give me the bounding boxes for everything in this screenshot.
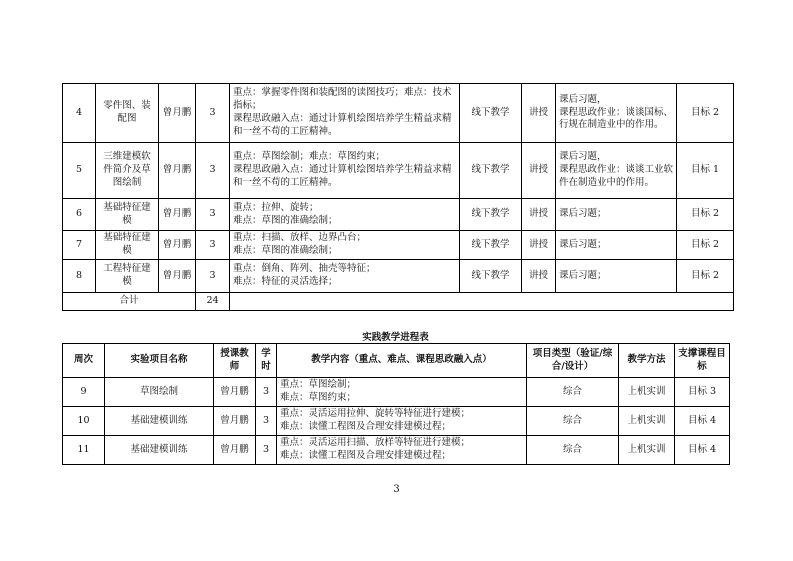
teacher-cell: 曾月鹏 — [159, 199, 196, 231]
homework-cell — [556, 260, 677, 293]
content-cell-line: 重点：拉伸、旋转； — [233, 201, 319, 213]
hours-cell: 3 — [196, 143, 230, 199]
week-cell: 5 — [63, 143, 96, 199]
mode-cell: 线下教学 — [460, 84, 522, 143]
table-row — [63, 199, 734, 231]
course-name-cell: 三维建模软件简介及草图绘制 — [96, 143, 159, 199]
goal-cell: 目标 2 — [677, 199, 734, 231]
homework-cell-line: 课程思政作业：谈谈国标、行规在制造业中的作用。 — [559, 106, 674, 131]
total-row — [63, 293, 734, 311]
teacher-cell: 曾月鹏 — [214, 378, 256, 407]
week-cell: 10 — [63, 407, 105, 436]
mode-cell: 线下教学 — [460, 199, 522, 231]
content-cell — [277, 378, 527, 407]
practice-table-title: 实践教学进程表 — [362, 332, 429, 343]
project-name-cell: 基础建模训练 — [105, 407, 214, 436]
method-cell: 上机实训 — [619, 407, 675, 436]
goal-cell: 目标 4 — [675, 436, 730, 465]
content-cell — [230, 84, 460, 143]
table-row — [63, 436, 730, 465]
content-cell — [230, 199, 460, 231]
goal-cell: 目标 2 — [677, 231, 734, 260]
content-cell — [230, 231, 460, 260]
hours-cell: 3 — [256, 407, 277, 436]
header-project-name: 实验项目名称 — [105, 344, 214, 378]
teacher-cell: 曾月鹏 — [159, 143, 196, 199]
content-cell-line: 课程思政融入点：通过计算机绘图培养学生精益求精和一丝不苟的工匠精神。 — [233, 113, 452, 137]
project-name-cell: 基础建模训练 — [105, 436, 214, 465]
teacher-cell: 曾月鹏 — [159, 231, 196, 260]
header-goal: 支撑课程目标 — [675, 344, 730, 378]
header-week: 周次 — [63, 344, 105, 378]
mode-cell: 线下教学 — [460, 260, 522, 293]
content-cell-line: 难点：草图的准确绘制； — [233, 245, 338, 256]
content-cell — [277, 407, 527, 436]
course-name-cell: 基础特征建模 — [96, 199, 159, 231]
week-cell: 7 — [63, 231, 96, 260]
header-hours: 学时 — [256, 344, 277, 378]
table-row — [63, 143, 734, 199]
table-row — [63, 84, 734, 143]
practice-header-row — [63, 344, 730, 378]
goal-cell: 目标 2 — [677, 84, 734, 143]
course-name-cell: 工程特征建模 — [96, 260, 159, 293]
content-cell — [277, 436, 527, 465]
content-cell-line: 重点：灵活运用拉伸、旋转等特征进行建模； — [280, 408, 471, 420]
homework-cell — [556, 84, 677, 143]
homework-cell-line: 课后习题； — [559, 238, 607, 250]
table-row — [63, 378, 730, 407]
method-cell: 讲授 — [522, 143, 556, 199]
content-cell — [230, 260, 460, 293]
content-cell-line: 难点：读懂工程图及合理安排建模过程； — [280, 421, 452, 432]
content-cell-line: 重点：草图绘制； — [280, 379, 357, 391]
homework-cell-line: 课程思政作业：谈谈工业软件在制造业中的作用。 — [559, 164, 674, 188]
homework-cell — [556, 143, 677, 199]
content-cell-line: 难点：特征的灵活选择； — [233, 276, 338, 287]
content-cell-line: 重点：灵活运用扫描、放样等特征进行建模； — [280, 437, 471, 449]
mode-cell: 线下教学 — [460, 231, 522, 260]
method-cell: 讲授 — [522, 260, 556, 293]
practice-schedule-table — [62, 343, 730, 465]
content-cell — [230, 143, 460, 199]
content-cell-line: 重点：倒角、阵列、抽壳等特征； — [233, 263, 376, 275]
homework-cell — [556, 199, 677, 231]
type-cell: 综合 — [527, 378, 619, 407]
mode-cell: 线下教学 — [460, 143, 522, 199]
type-cell: 综合 — [527, 407, 619, 436]
content-cell-line: 重点：掌握零件图和装配图的读图技巧；难点：技术指标； — [233, 87, 452, 112]
total-label: 合计 — [63, 293, 196, 311]
table-row — [63, 231, 734, 260]
homework-cell-line: 课后习题； — [559, 208, 607, 220]
method-cell: 讲授 — [522, 84, 556, 143]
page-number: 3 — [393, 484, 400, 495]
homework-cell-line: 课后习题， — [559, 151, 607, 163]
method-cell: 讲授 — [522, 231, 556, 260]
hours-cell: 3 — [196, 260, 230, 293]
type-cell: 综合 — [527, 436, 619, 465]
goal-cell: 目标 3 — [675, 378, 730, 407]
week-cell: 8 — [63, 260, 96, 293]
goal-cell: 目标 4 — [675, 407, 730, 436]
teacher-cell: 曾月鹏 — [214, 407, 256, 436]
method-cell: 上机实训 — [619, 378, 675, 407]
content-cell-line: 重点：草图绘制；难点：草图约束； — [233, 151, 386, 163]
method-cell: 上机实训 — [619, 436, 675, 465]
hours-cell: 3 — [196, 84, 230, 143]
content-cell-line: 课程思政融入点：通过计算机绘图培养学生精益求精和一丝不苟的工匠精神。 — [233, 164, 452, 188]
course-name-cell: 基础特征建模 — [96, 231, 159, 260]
table-row — [63, 260, 734, 293]
teacher-cell: 曾月鹏 — [214, 436, 256, 465]
homework-cell-line: 课后习题， — [559, 93, 607, 105]
content-cell-line: 难点：草图的准确绘制； — [233, 214, 338, 226]
hours-cell: 3 — [256, 436, 277, 465]
week-cell: 4 — [63, 84, 96, 143]
week-cell: 9 — [63, 378, 105, 407]
course-name-cell: 零件图、装配图 — [96, 84, 159, 143]
header-content: 教学内容（重点、难点、课程思政融入点） — [277, 344, 527, 378]
goal-cell: 目标 1 — [677, 143, 734, 199]
goal-cell: 目标 2 — [677, 260, 734, 293]
theory-schedule-table — [62, 83, 734, 311]
homework-cell — [556, 231, 677, 260]
header-teacher: 授课教师 — [214, 344, 256, 378]
content-cell-line: 重点：扫描、放样、边界凸台； — [233, 232, 367, 244]
project-name-cell: 草图绘制 — [105, 378, 214, 407]
teacher-cell: 曾月鹏 — [159, 260, 196, 293]
header-method: 教学方法 — [619, 344, 675, 378]
total-hours: 24 — [196, 293, 230, 311]
week-cell: 11 — [63, 436, 105, 465]
hours-cell: 3 — [196, 231, 230, 260]
hours-cell: 3 — [256, 378, 277, 407]
header-type: 项目类型（验证/综合/设计） — [527, 344, 619, 378]
homework-cell-line: 课后习题； — [559, 269, 607, 281]
content-cell-line: 难点：草图约束； — [280, 392, 357, 403]
method-cell: 讲授 — [522, 199, 556, 231]
week-cell: 6 — [63, 199, 96, 231]
teacher-cell: 曾月鹏 — [159, 84, 196, 143]
content-cell-line: 难点：读懂工程图及合理安排建模过程； — [280, 450, 452, 461]
hours-cell: 3 — [196, 199, 230, 231]
table-row — [63, 407, 730, 436]
